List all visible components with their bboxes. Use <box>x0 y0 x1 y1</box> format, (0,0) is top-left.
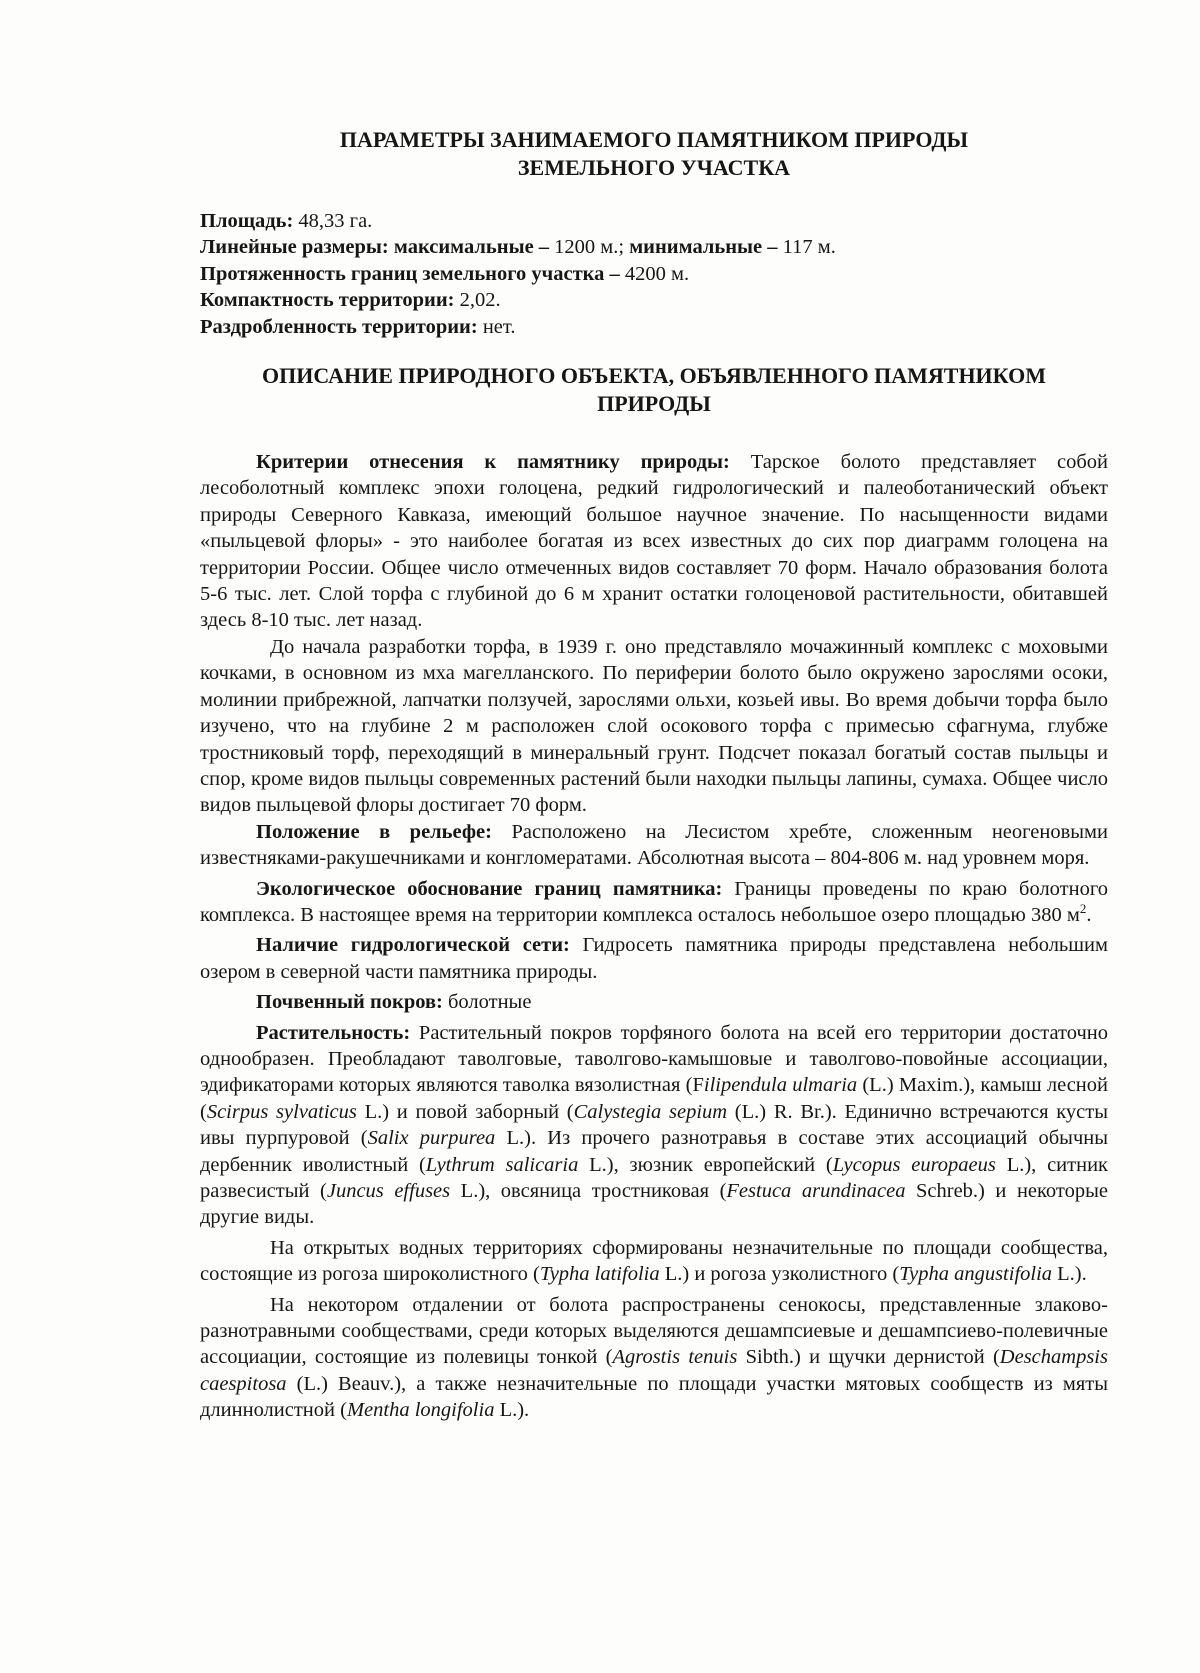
paragraph-label: Положение в рельефе: <box>256 820 492 843</box>
paragraph-text: L.) и рогоза узколистного ( <box>659 1263 900 1286</box>
paragraph-text: До начала разработки торфа, в 1939 г. оно представляло мочажинный комплекс с моховыми кочками, в основном из мха магелланского. По периферии болото было окружено зарослями осоки, молинии прибрежной, лапчатки ползучей, зарослями ольхи, козьей ивы. Во время добычи торфа было изучено, что на глубине 2 м расположен слой осокового торфа с примесью сфагнума, глубже тростниковый торф, переходящий в минеральный грунт. Подсчет показал богатый состав пыльцы и спор, кроме видов пыльцы современных растений были находки пыльцы лапины, сумаха. Общее число видов пыльцевой флоры достигает 70 форм. <box>200 635 1108 817</box>
paragraph-label: Почвенный покров: <box>256 991 443 1014</box>
paragraph-text: (L.) Maxim.), камыш лесной ( <box>200 1074 1108 1123</box>
title-line: ПАРАМЕТРЫ ЗАНИМАЕМОГО ПАМЯТНИКОМ ПРИРОДЫ <box>339 127 969 152</box>
species-name: ilipendula ulmaria <box>703 1074 858 1097</box>
paragraph-text: Schreb.) и некоторые другие виды. <box>200 1180 1108 1229</box>
paragraph-text: . <box>1086 903 1092 926</box>
param-label: максимальные – <box>388 236 550 259</box>
paragraph-vegetation <box>200 1020 1108 1231</box>
paragraph-water-areas <box>200 1235 1108 1288</box>
species-name: Lycopus europaeus <box>832 1153 996 1176</box>
param-linear-size <box>200 234 1108 260</box>
paragraph-text: болотные <box>442 991 532 1014</box>
paragraph-text: На открытых водных территориях сформированы незначительные по площади сообщества, состоящие из рогоза широколистного ( <box>200 1236 1108 1286</box>
paragraph-label: Наличие гидрологической сети: <box>256 934 570 957</box>
paragraph-text: L.). Из прочего разнотравья в составе этих ассоциаций обычны дербенник иволистный ( <box>200 1127 1108 1176</box>
param-value: 117 м. <box>777 236 836 259</box>
paragraph-text: L.), зюзник европейский ( <box>578 1153 833 1176</box>
species-name: Deschampsis caespitosa <box>200 1346 1108 1395</box>
paragraph-text: Гидросеть памятника природы представлена небольшим озером в северной части памятника природы. <box>200 934 1108 983</box>
paragraph-text: L.), ситник развесистый ( <box>200 1153 1109 1202</box>
param-label: Раздробленность территории: <box>200 315 478 338</box>
paragraph-criteria <box>200 449 1108 634</box>
paragraph-meadows <box>200 1292 1108 1424</box>
paragraph-soil <box>200 989 1108 1015</box>
paragraph-text: (L.) Beauv.), а также незначительные по площади участки мятовых сообществ из мяты длиннолистной ( <box>200 1372 1108 1422</box>
species-name: Mentha longifolia <box>346 1399 495 1422</box>
title-line: ЗЕМЕЛЬНОГО УЧАСТКА <box>517 155 791 180</box>
document-body <box>200 126 1108 1424</box>
species-name: Agrostis tenuis <box>612 1346 738 1369</box>
paragraph-text: Sibth.) и щучки дернистой ( <box>737 1346 1000 1369</box>
param-label: Компактность территории: <box>200 289 455 312</box>
paragraph-ecology <box>200 876 1108 929</box>
species-name: Festuca arundinacea <box>726 1180 906 1202</box>
paragraph-relief <box>200 819 1108 872</box>
param-label: Площадь: <box>200 210 294 232</box>
superscript: 2 <box>1079 901 1087 917</box>
paragraph-text: Расположено на Лесистом хребте, сложенным неогеновыми известняками-ракушечниками и конгломератами. Абсолютная высота – 804-806 м. над уровнем моря. <box>200 820 1109 870</box>
paragraph-text: Границы проведены по краю болотного комплекса. В настоящее время на территории комплекса осталось небольшое озеро площадью 380 м <box>200 877 1108 926</box>
paragraph-label: Растительность: <box>256 1021 411 1044</box>
paragraph-hydrology <box>200 932 1108 985</box>
param-area <box>200 208 1108 234</box>
species-name: Calystegia sepium <box>573 1100 728 1123</box>
paragraph-text: L.). <box>494 1399 530 1422</box>
paragraph-text: L.) и повой заборный ( <box>356 1100 574 1123</box>
title-line: ПРИРОДЫ <box>597 391 711 417</box>
param-label: минимальные – <box>624 236 778 259</box>
species-name: Scirpus sylvaticus <box>206 1100 357 1123</box>
paragraph-history <box>200 634 1108 819</box>
species-name: Typha latifolia <box>539 1263 660 1286</box>
param-value: 2,02. <box>454 289 501 312</box>
param-value: 4200 м. <box>619 262 690 285</box>
param-value: 48,33 га. <box>293 210 373 232</box>
land-parameters <box>200 208 1108 340</box>
title-object-description <box>200 362 1108 418</box>
paragraph-text: Растительный покров торфяного болота на всей его территории достаточно однообразен. Преобладают таволговые, таволгово-камышовые и таволгово-повойные ассоциации, эдификаторами которых являются таволка вязолистная (F <box>200 1021 1108 1097</box>
paragraph-label: Экологическое обоснование границ памятника: <box>256 877 723 900</box>
paragraph-label: Критерии отнесения к памятнику природы: <box>256 451 730 474</box>
paragraph-text: L.), овсяница тростниковая ( <box>450 1180 727 1202</box>
param-value: 1200 м.; <box>549 236 625 259</box>
paragraph-text: (L.) R. Br.). Единично встречаются кусты ивы пурпуровой ( <box>200 1100 1108 1150</box>
param-compactness <box>200 287 1108 313</box>
param-label: Линейные размеры: <box>200 236 389 259</box>
paragraph-text: L.). <box>1052 1263 1087 1286</box>
param-border-length <box>200 261 1108 287</box>
title-line: ОПИСАНИЕ ПРИРОДНОГО ОБЪЕКТА, ОБЪЯВЛЕННОГО ПАМЯТНИКОМ <box>262 363 1046 389</box>
species-name: Typha angustifolia <box>899 1263 1053 1286</box>
paragraph-text: Тарское болото представляет собой лесоболотный комплекс эпохи голоцена, редкий гидрологический и палеоботанический объект природы Северного Кавказа, имеющий большое научное значение. По насыщенности видами «пыльцевой флоры» - это наиболее богатая из всех известных до сих пор диаграмм голоцена на территории России. Общее число отмеченных видов составляет 70 форм. Начало образования болота 5-6 тыс. лет. Слой торфа с глубиной до 6 м хранит остатки голоценовой растительности, обитавшей здесь 8-10 тыс. лет назад. <box>200 451 1108 632</box>
species-name: Salix purpurea <box>367 1127 496 1150</box>
param-label: Протяженность границ земельного участка – <box>200 262 620 285</box>
species-name: Juncus effuses <box>326 1180 451 1202</box>
species-name: Lythrum salicaria <box>425 1153 579 1176</box>
param-value: нет. <box>477 315 516 338</box>
title-land-parameters <box>200 126 1108 182</box>
paragraph-text: На некотором отдалении от болота распространены сенокосы, представленные злаково-разнотравными сообществами, среди которых выделяются дешампсиевые и дешампсиево-полевичные ассоциации, состоящие из полевицы тонкой ( <box>200 1293 1108 1369</box>
param-fragmentation <box>200 314 1108 340</box>
